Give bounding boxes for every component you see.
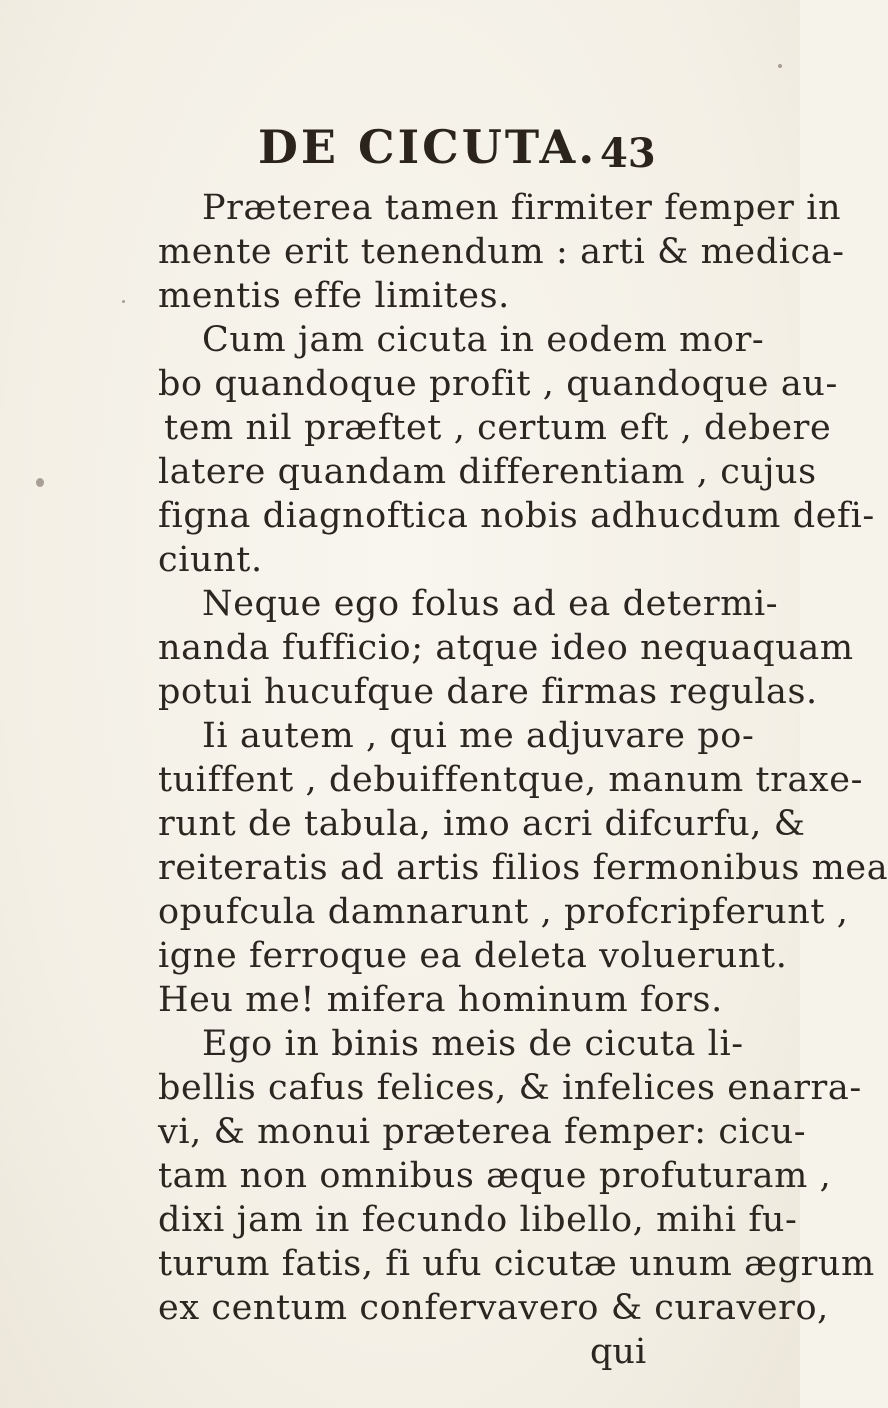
paper-speck [36,478,44,487]
text-line: ciunt. [158,540,263,580]
text-line: Neque ego folus ad ea determi- [202,584,779,624]
text-line: latere quandam differentiam , cujus [158,452,817,492]
text-line: turum fatis, fi ufu cicutæ unum ægrum [158,1244,875,1284]
text-line: Heu me! mifera hominum fors. [158,980,723,1020]
text-line: figna diagnoftica nobis adhucdum defi- [158,496,875,536]
catchword: qui [590,1332,647,1372]
text-line: potui hucufque dare firmas regulas. [158,672,818,712]
text-line: mente erit tenendum : arti & medica- [158,232,845,272]
text-line: bo quandoque profit , quandoque au- [158,364,838,404]
page-number: 43 [600,130,656,177]
text-line: runt de tabula, imo acri difcurfu, & [158,804,806,844]
text-line: Cum jam cicuta in eodem mor- [202,320,765,360]
text-line: tam non omnibus æque profuturam , [158,1156,832,1196]
running-title: DE CICUTA. [258,120,598,174]
text-line: bellis cafus felices, & infelices enarra- [158,1068,862,1108]
paper-speck [122,300,125,303]
text-line: reiteratis ad artis filios fermonibus mea [158,848,888,888]
text-line: vi, & monui præterea femper: cicu- [158,1112,807,1152]
text-line: mentis effe limites. [158,276,510,316]
page-header [0,120,800,180]
paper-speck [778,64,782,68]
text-line: tuiffent , debuiffentque, manum traxe- [158,760,863,800]
text-line: igne ferroque ea deleta voluerunt. [158,936,788,976]
text-line: Ego in binis meis de cicuta li- [202,1024,744,1064]
text-line: ex centum confervavero & curavero, [158,1288,829,1328]
text-line: tem nil præftet , certum eft , debere [164,408,832,448]
text-line: nanda fufficio; atque ideo nequaquam [158,628,854,668]
text-line: Præterea tamen firmiter femper in [202,188,842,228]
text-line: dixi jam in fecundo libello, mihi fu- [158,1200,798,1240]
text-line: Ii autem , qui me adjuvare po- [202,716,755,756]
text-line: opufcula damnarunt , profcripferunt , [158,892,849,932]
